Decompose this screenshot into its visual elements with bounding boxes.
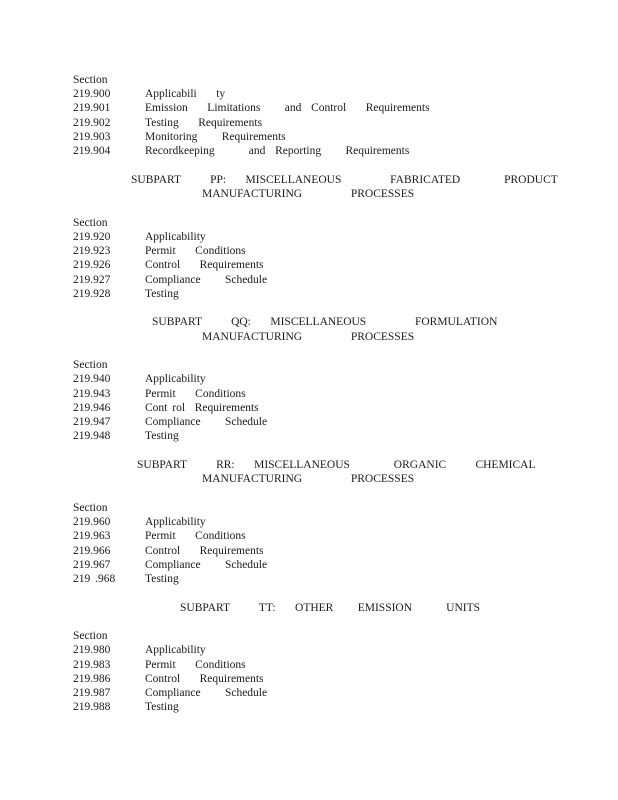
section-number: 219.940	[73, 373, 111, 385]
section-number: 219.980	[73, 644, 111, 656]
section-title: Compliance Schedule	[145, 559, 268, 571]
section-number: 219.988	[73, 701, 111, 713]
subpart-heading: SUBPART PP: MISCELLANEOUS FABRICATED PRODUCT	[131, 174, 558, 186]
section-title: Permit Conditions	[145, 388, 246, 400]
section-number: 219.927	[73, 274, 111, 286]
section-title: Control Requirements	[145, 545, 264, 557]
subpart-heading: SUBPART RR: MISCELLANEOUS ORGANIC CHEMICAL	[137, 459, 536, 471]
section-number: 219.987	[73, 687, 111, 699]
section-title: Applicability	[145, 644, 206, 656]
section-title: Cont rol Requirements	[145, 402, 259, 414]
section-number: 219 .968	[73, 573, 116, 585]
section-title: Compliance Schedule	[145, 274, 268, 286]
section-title: Compliance Schedule	[145, 416, 268, 428]
section-number: 219.966	[73, 545, 111, 557]
section-title: Permit Conditions	[145, 530, 246, 542]
section-number: 219.904	[73, 145, 111, 157]
section-number: 219.903	[73, 131, 111, 143]
section-number: 219.947	[73, 416, 111, 428]
section-number: 219.900	[73, 88, 111, 100]
section-number: 219.901	[73, 102, 111, 114]
section-title: Testing Requirements	[145, 117, 263, 129]
section-title: Control Requirements	[145, 259, 264, 271]
section-title: Permit Conditions	[145, 245, 246, 257]
section-title: Applicabili ty	[145, 88, 226, 100]
section-title: Applicability	[145, 373, 206, 385]
section-title: Testing	[145, 288, 179, 300]
subpart-heading: SUBPART TT: OTHER EMISSION UNITS	[180, 602, 481, 614]
section-label: Section	[73, 502, 108, 514]
section-title: Permit Conditions	[145, 659, 246, 671]
section-title: Testing	[145, 430, 179, 442]
section-title: Applicability	[145, 516, 206, 528]
section-title: Testing	[145, 701, 179, 713]
section-number: 219.926	[73, 259, 111, 271]
section-label: Section	[73, 217, 108, 229]
section-label: Section	[73, 359, 108, 371]
section-title: Control Requirements	[145, 673, 264, 685]
section-number: 219.948	[73, 430, 111, 442]
section-number: 219.986	[73, 673, 111, 685]
section-title: Emission Limitations and Control Requirements	[145, 102, 430, 114]
section-title: Applicability	[145, 231, 206, 243]
subpart-heading-continued: MANUFACTURING PROCESSES	[202, 473, 415, 485]
subpart-heading-continued: MANUFACTURING PROCESSES	[202, 331, 415, 343]
section-title: Monitoring Requirements	[145, 131, 286, 143]
section-number: 219.960	[73, 516, 111, 528]
section-number: 219.983	[73, 659, 111, 671]
section-title: Compliance Schedule	[145, 687, 268, 699]
section-label: Section	[73, 74, 108, 86]
section-title: Recordkeeping and Reporting Requirements	[145, 145, 410, 157]
section-number: 219.902	[73, 117, 111, 129]
subpart-heading-continued: MANUFACTURING PROCESSES	[202, 188, 415, 200]
section-number: 219.923	[73, 245, 111, 257]
section-number: 219.928	[73, 288, 111, 300]
section-label: Section	[73, 630, 108, 642]
subpart-heading: SUBPART QQ: MISCELLANEOUS FORMULATION	[152, 316, 498, 328]
section-number: 219.920	[73, 231, 111, 243]
section-number: 219.943	[73, 388, 111, 400]
section-title: Testing	[145, 573, 179, 585]
section-number: 219.963	[73, 530, 111, 542]
section-number: 219.967	[73, 559, 111, 571]
section-number: 219.946	[73, 402, 111, 414]
